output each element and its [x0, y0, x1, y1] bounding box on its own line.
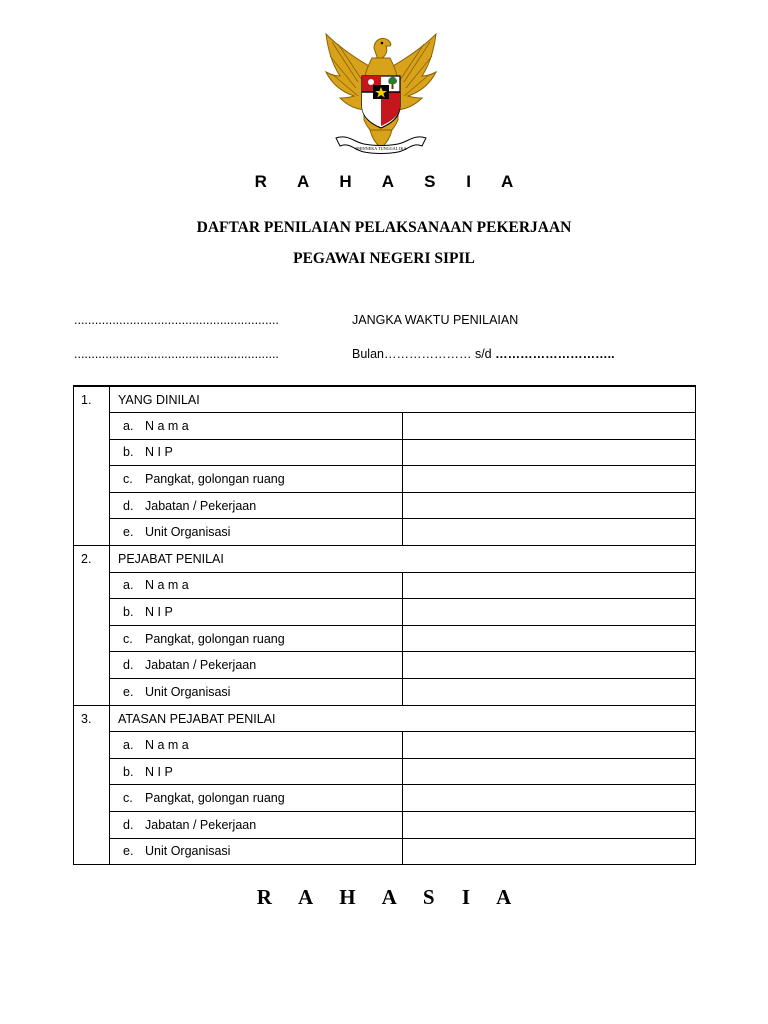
- field-label-cell: [110, 812, 403, 839]
- field-label: Unit Organisasi: [145, 844, 231, 859]
- field-label-cell: [110, 599, 403, 626]
- table-row: [74, 572, 696, 599]
- field-letter: e.: [123, 684, 134, 699]
- field-letter: c.: [123, 472, 133, 487]
- field-label-cell: [110, 758, 403, 785]
- field-value-cell[interactable]: [403, 652, 696, 679]
- field-label-cell: [110, 785, 403, 812]
- field-letter: c.: [123, 791, 133, 806]
- field-letter: d.: [123, 817, 134, 832]
- field-value-cell[interactable]: [403, 413, 696, 440]
- field-label-cell: [110, 413, 403, 440]
- garuda-emblem-icon: [318, 30, 444, 158]
- field-label: N I P: [145, 445, 173, 460]
- table-row: [74, 679, 696, 706]
- field-label-cell: [110, 679, 403, 706]
- field-value-cell[interactable]: [403, 758, 696, 785]
- field-label-cell: [110, 732, 403, 759]
- assessment-period-range: [352, 347, 615, 361]
- field-label-cell: [110, 572, 403, 599]
- field-letter: b.: [123, 445, 134, 460]
- field-value-cell[interactable]: [403, 439, 696, 466]
- field-letter: b.: [123, 605, 134, 620]
- field-label: N a m a: [145, 578, 189, 593]
- field-label: Jabatan / Pekerjaan: [145, 498, 257, 513]
- field-value-cell[interactable]: [403, 732, 696, 759]
- period-to: ………………………..: [495, 347, 615, 361]
- table-row: [74, 625, 696, 652]
- classification-bottom: R A H A S I A: [256, 885, 523, 909]
- table-row: [74, 519, 696, 546]
- field-letter: e.: [123, 525, 134, 540]
- field-letter: a.: [123, 738, 134, 753]
- dotted-fill-line-1: ...........................................................: [74, 313, 279, 327]
- table-row: [74, 439, 696, 466]
- table-row: [74, 785, 696, 812]
- evaluation-form-table: [73, 385, 696, 865]
- field-value-cell[interactable]: [403, 625, 696, 652]
- field-label-cell: [110, 466, 403, 493]
- field-label-cell: [110, 625, 403, 652]
- table-row: [74, 652, 696, 679]
- field-value-cell[interactable]: [403, 466, 696, 493]
- field-letter: a.: [123, 418, 134, 433]
- period-from: Bulan………………… s/d: [352, 347, 496, 361]
- table-row: [74, 838, 696, 865]
- field-value-cell[interactable]: [403, 785, 696, 812]
- section-heading: PEJABAT PENILAI: [110, 546, 696, 573]
- field-value-cell[interactable]: [403, 838, 696, 865]
- table-row: [74, 812, 696, 839]
- table-row: [74, 413, 696, 440]
- field-label: Jabatan / Pekerjaan: [145, 817, 257, 832]
- field-label: N a m a: [145, 738, 189, 753]
- field-letter: e.: [123, 844, 134, 859]
- document-title-line2: PEGAWAI NEGERI SIPIL: [293, 250, 475, 267]
- field-value-cell[interactable]: [403, 572, 696, 599]
- dotted-fill-line-2: ...........................................................: [74, 347, 279, 361]
- section-row: [74, 546, 696, 573]
- field-letter: a.: [123, 578, 134, 593]
- section-number: 2.: [74, 546, 110, 706]
- classification-top: R A H A S I A: [254, 172, 527, 191]
- table-row: [74, 492, 696, 519]
- field-label: N I P: [145, 764, 173, 779]
- field-label-cell: [110, 838, 403, 865]
- table-row: [74, 599, 696, 626]
- field-value-cell[interactable]: [403, 679, 696, 706]
- table-row: [74, 758, 696, 785]
- field-value-cell[interactable]: [403, 599, 696, 626]
- field-value-cell[interactable]: [403, 492, 696, 519]
- field-label: Pangkat, golongan ruang: [145, 631, 285, 646]
- field-label: Jabatan / Pekerjaan: [145, 658, 257, 673]
- assessment-period-label: JANGKA WAKTU PENILAIAN: [352, 313, 519, 327]
- section-heading: YANG DINILAI: [110, 386, 696, 413]
- field-label: Pangkat, golongan ruang: [145, 791, 285, 806]
- table-row: [74, 466, 696, 493]
- field-letter: d.: [123, 658, 134, 673]
- field-value-cell[interactable]: [403, 519, 696, 546]
- emblem-motto: BHINNEKA TUNGGAL IKA: [355, 146, 407, 151]
- section-row: [74, 386, 696, 413]
- field-letter: d.: [123, 498, 134, 513]
- field-label-cell: [110, 492, 403, 519]
- section-number: 1.: [74, 386, 110, 546]
- section-row: [74, 705, 696, 732]
- table-row: [74, 732, 696, 759]
- field-label-cell: [110, 652, 403, 679]
- field-label: Pangkat, golongan ruang: [145, 472, 285, 487]
- field-label: N I P: [145, 605, 173, 620]
- field-label: N a m a: [145, 418, 189, 433]
- section-number: 3.: [74, 705, 110, 865]
- document-title-line1: DAFTAR PENILAIAN PELAKSANAAN PEKERJAAN: [196, 219, 572, 236]
- field-label: Unit Organisasi: [145, 684, 231, 699]
- field-letter: b.: [123, 764, 134, 779]
- field-label-cell: [110, 519, 403, 546]
- field-value-cell[interactable]: [403, 812, 696, 839]
- field-letter: c.: [123, 631, 133, 646]
- field-label: Unit Organisasi: [145, 525, 231, 540]
- field-label-cell: [110, 439, 403, 466]
- section-heading: ATASAN PEJABAT PENILAI: [110, 705, 696, 732]
